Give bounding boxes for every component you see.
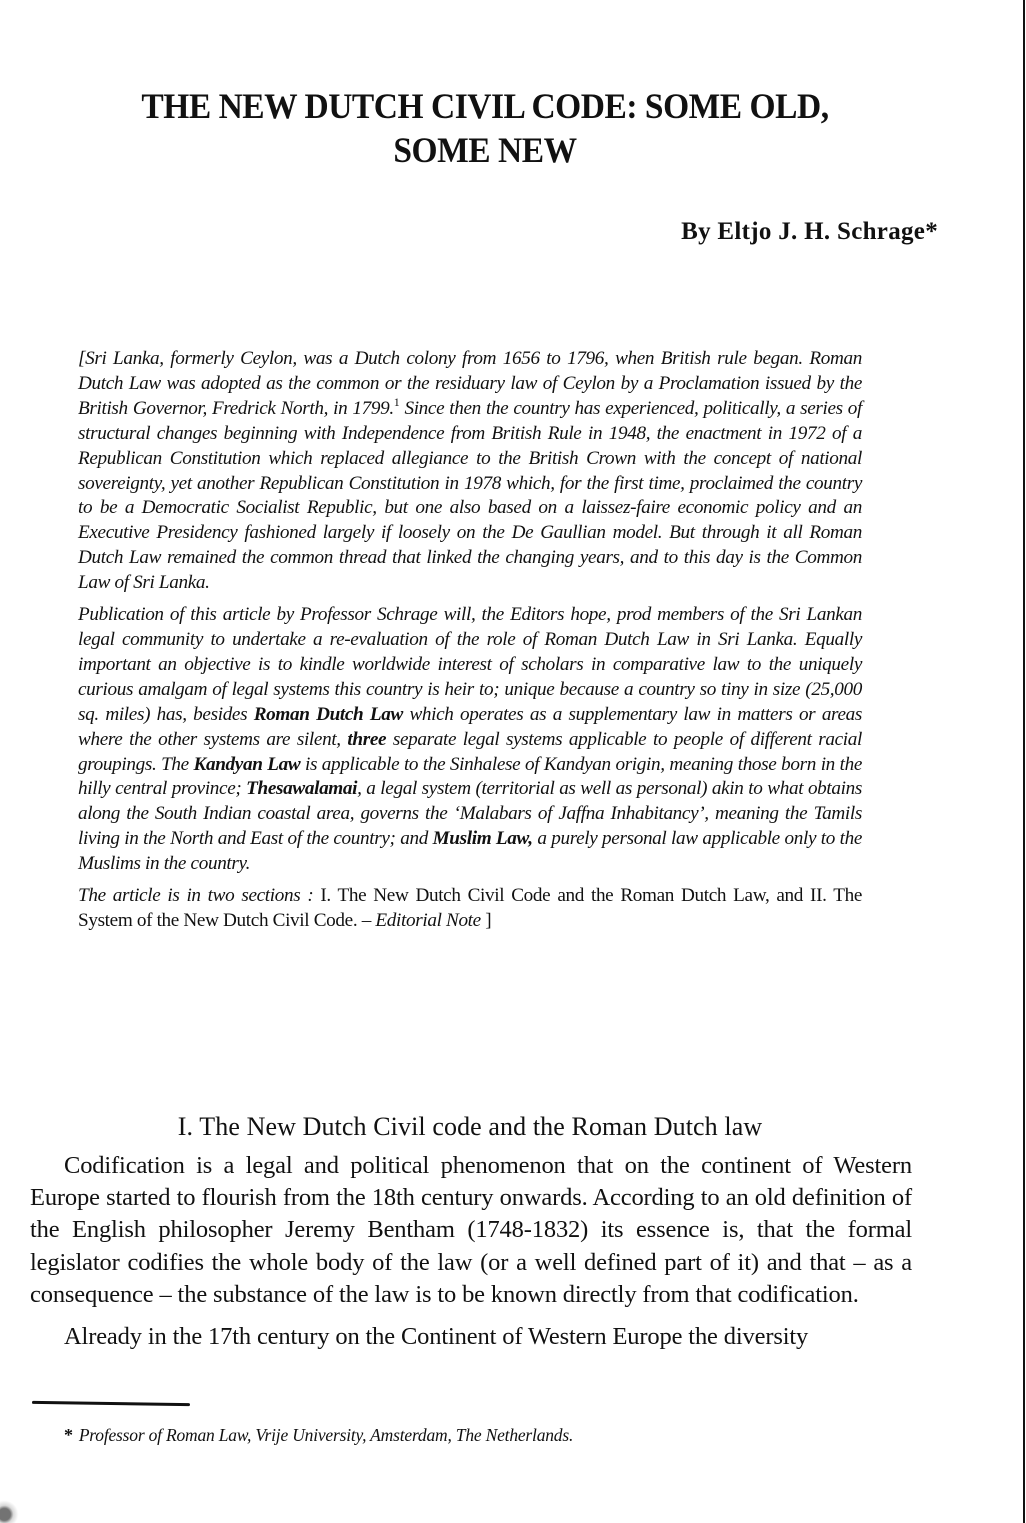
section-heading: I. The New Dutch Civil code and the Roman Dutch law: [177, 1111, 763, 1141]
editorial-p2-text: a purely personal law applicable only to the Muslims in the country.: [78, 828, 862, 875]
footnote-text: Professor of Roman Law, Vrije University, Amsterdam, The Netherlands.: [78, 1425, 574, 1445]
editorial-paragraph-2: [78, 603, 862, 877]
closing-bracket: ]: [480, 909, 492, 931]
title-line-1: THE NEW DUTCH CIVIL CODE: SOME OLD,: [141, 86, 829, 127]
editorial-p2-text: which operates as a supplementary law in matters or areas where the other systems are silent,: [78, 703, 862, 750]
footnote-separator-rule: [32, 1401, 190, 1406]
page-edge-border: [1023, 0, 1025, 1523]
editorial-p2-text: , a legal system (territorial as well as personal) akin to what obtains along the South Indian coastal area, governs the ‘Malabars of Jaffna Inhabitancy’, meaning the Tamils living in the North and East of the country; and: [78, 778, 862, 850]
editorial-p1-text-after: Since then the country has experienced, politically, a series of structural changes beginning with Independence from British Rule in 1948, the enactment in 1972 of a Republican Constitution which replaced allegiance to the British Crown with the concept of national sovereignty, yet another Republican Constitution in 1978 which, for the first time, proclaimed the country to be a Democratic Socialist Republic, but one also based on a laissez-faire economic policy and an Executive Presidency fashioned largely if loosely on the De Gaullian model. But through it all Roman Dutch Law remained the common thread that linked the changing years, and to this day is the Common Law of Sri Lanka.: [78, 397, 862, 594]
author-byline: By Eltjo J. H. Schrage*: [681, 218, 938, 245]
footnote-reference-1[interactable]: 1: [393, 394, 400, 409]
author-footnote: [64, 1425, 573, 1446]
body-paragraph-1: Codification is a legal and political phenomenon that on the continent of Western Europe started to flourish from the 18th century onwards. According to an old definition of the English philosopher Jeremy Bentham (1748-1832) its essence is, that the formal legislator codifies the whole body of the law (or a well defined part of it) and that – as a consequence – the substance of the law is to be known directly from that codification.: [30, 1152, 912, 1308]
editorial-note: [78, 347, 862, 941]
editorial-p2-text: separate legal systems applicable to people of different racial groupings. The: [78, 728, 862, 775]
scan-artifact: [0, 1480, 22, 1523]
body-text: [30, 1150, 912, 1363]
editorial-p2-text: Publication of this article by Professor Schrage will, the Editors hope, prod members of the Sri Lankan legal community to undertake a re-evaluation of the role of Roman Dutch Law in Sri Lanka. Equally important an objective is to kindle worldwide interest of scholars in comparative law to the uniquely curious amalgam of legal systems this country is heir to; unique because a country so tiny in size (25,000 sq. miles) has, besides: [78, 604, 862, 725]
emphasis-roman-dutch-law: Roman Dutch Law: [253, 703, 403, 725]
editorial-p2-text: is applicable to the Sinhalese of Kandyan origin, meaning those born in the hilly central province;: [78, 753, 862, 800]
emphasis-kandyan-law: Kandyan Law: [193, 753, 301, 775]
article-title: [90, 84, 881, 172]
emphasis-thesawalamai: Thesawalamai: [246, 778, 358, 800]
editorial-note-label: Editorial Note: [375, 909, 481, 931]
emphasis-muslim-law: Muslim Law,: [432, 828, 533, 850]
emphasis-three: three: [347, 728, 387, 750]
editorial-paragraph-3: [78, 884, 862, 934]
footnote-marker: *: [64, 1425, 73, 1445]
editorial-paragraph-1: [78, 347, 862, 596]
editorial-p1-text: [Sri Lanka, formerly Ceylon, was a Dutch colony from 1656 to 1796, when British rule began. Roman Dutch Law was adopted as the common or the residuary law of Ceylon by a Proclamation issued by the British Governor, Fredrick North, in 1799.: [78, 348, 862, 419]
body-paragraph-2: Already in the 17th century on the Continent of Western Europe the diversity: [64, 1323, 809, 1351]
editorial-p3-sections: I. The New Dutch Civil Code and the Roman Dutch Law, and II. The System of the New Dutch Civil Code. –: [78, 885, 862, 931]
title-line-2: SOME NEW: [393, 130, 577, 171]
editorial-p3-lead: The article is in two sections :: [78, 885, 321, 907]
